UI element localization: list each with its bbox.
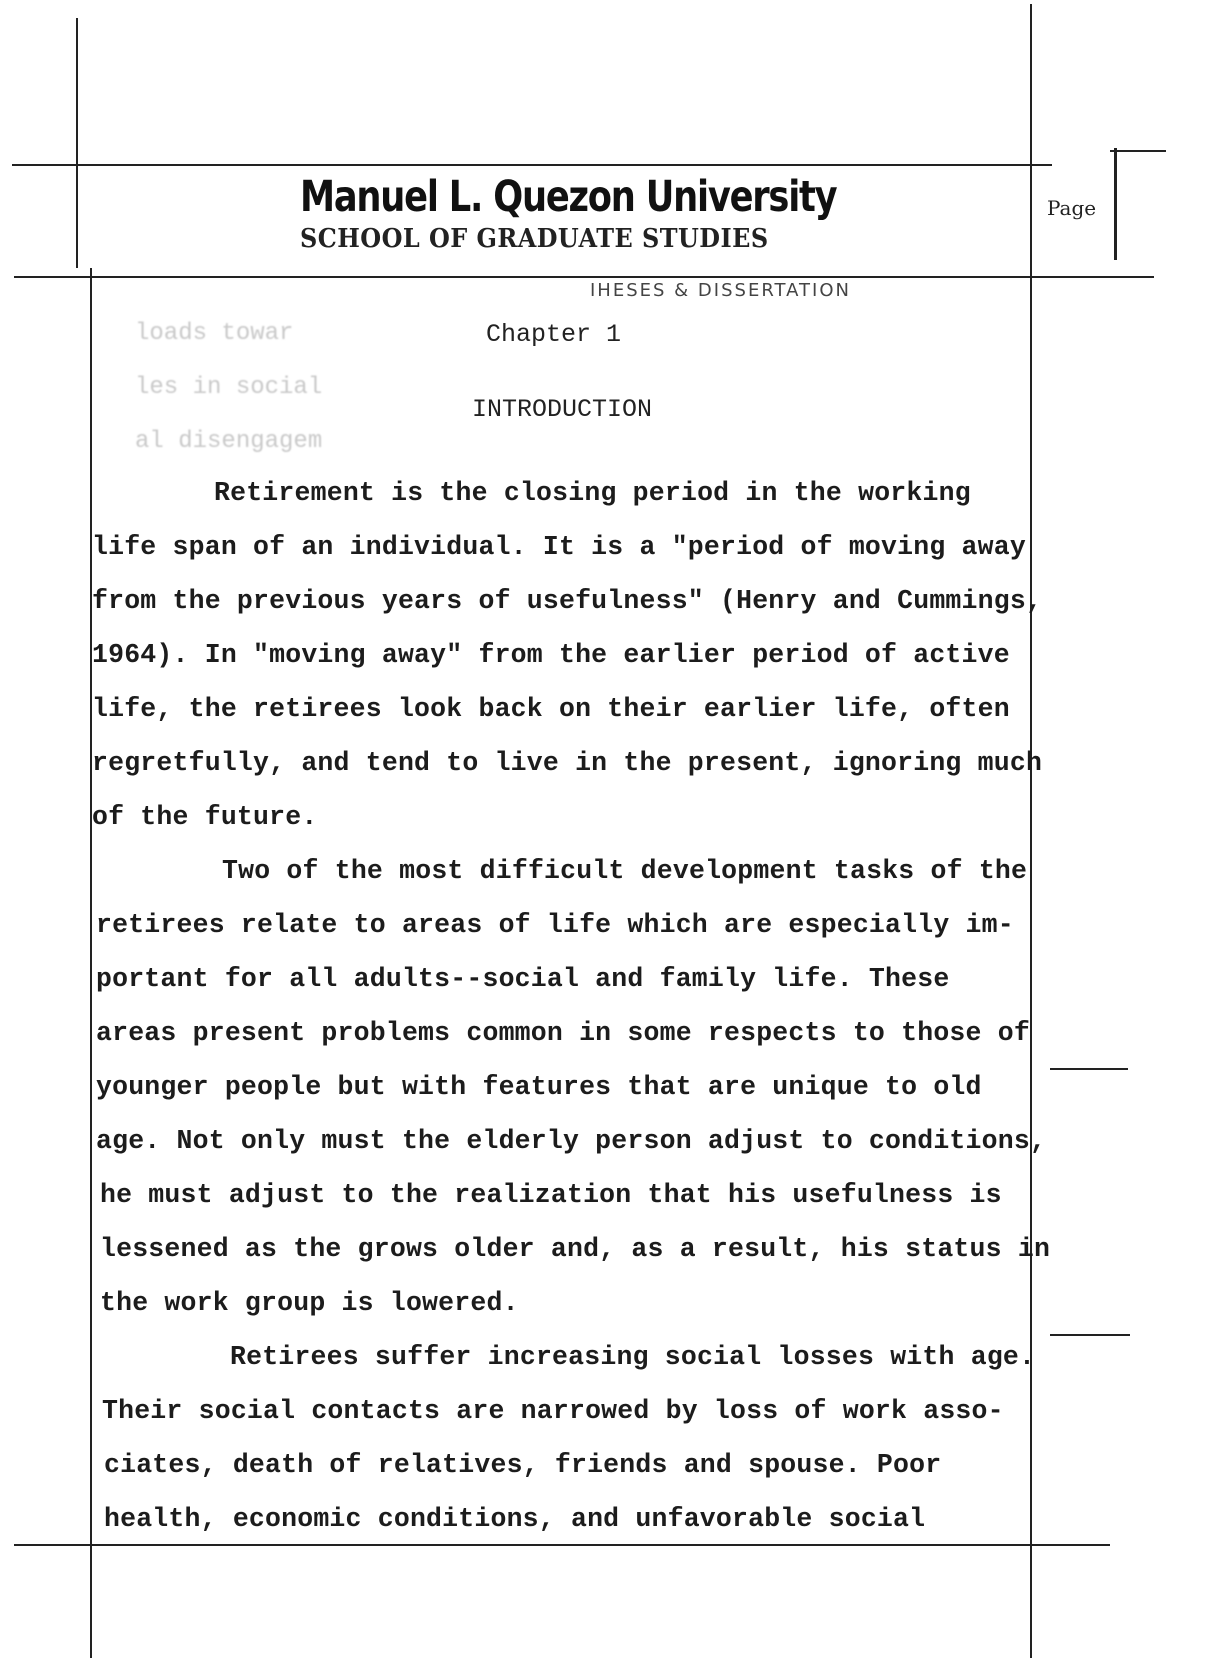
page-box-top-rule <box>1110 150 1166 152</box>
body-line: Two of the most difficult development tasks of the <box>222 856 1028 886</box>
right-margin-rule <box>1030 4 1032 1658</box>
right-tick-rule-2 <box>1050 1334 1130 1336</box>
body-line: younger people but with features that are unique to old <box>96 1072 982 1102</box>
body-line: 1964). In "moving away" from the earlier period of active <box>92 640 1010 670</box>
bleed-through-line: al disengagem <box>135 428 323 455</box>
body-line: Their social contacts are narrowed by loss of work asso- <box>102 1396 1004 1426</box>
body-line: life span of an individual. It is a "period of moving away <box>92 532 1026 562</box>
body-line: Retirees suffer increasing social losses with age. <box>230 1342 1036 1372</box>
body-line: portant for all adults--social and family life. These <box>96 964 950 994</box>
body-line: retirees relate to areas of life which are especially im- <box>96 910 1014 940</box>
body-line: of the future. <box>92 802 318 832</box>
bleed-through-line: les in social <box>135 374 323 401</box>
left-margin-rule <box>76 18 78 268</box>
school-name: SCHOOL OF GRADUATE STUDIES <box>300 224 769 254</box>
bottom-rule <box>14 1544 1110 1546</box>
body-line: lessened as the grows older and, as a result, his status in <box>100 1234 1051 1264</box>
page-label: Page <box>1047 196 1097 220</box>
university-name: Manuel L. Quezon University <box>300 172 837 222</box>
header-top-rule <box>12 164 1052 166</box>
body-line: he must adjust to the realization that his usefulness is <box>100 1180 1002 1210</box>
body-line: Retirement is the closing period in the working <box>214 478 971 508</box>
body-line: from the previous years of usefulness" (Henry and Cummings, <box>92 586 1043 616</box>
page-box-rule <box>1114 148 1117 260</box>
chapter-title: Chapter 1 <box>486 320 622 349</box>
theses-stamp: IHESES & DISSERTATION <box>590 280 851 301</box>
body-line: regretfully, and tend to live in the present, ignoring much <box>92 748 1043 778</box>
body-line: the work group is lowered. <box>100 1288 519 1318</box>
body-line: areas present problems common in some respects to those of <box>96 1018 1030 1048</box>
body-line: health, economic conditions, and unfavorable social <box>104 1504 926 1534</box>
right-tick-rule-1 <box>1050 1068 1128 1070</box>
left-margin-rule-lower <box>90 268 92 1658</box>
section-heading: INTRODUCTION <box>472 395 653 424</box>
body-line: age. Not only must the elderly person adjust to conditions, <box>96 1126 1047 1156</box>
header-bottom-rule <box>14 276 1154 278</box>
body-line: life, the retirees look back on their earlier life, often <box>92 694 1010 724</box>
bleed-through-line: loads towar <box>135 320 294 347</box>
body-line: ciates, death of relatives, friends and spouse. Poor <box>104 1450 942 1480</box>
